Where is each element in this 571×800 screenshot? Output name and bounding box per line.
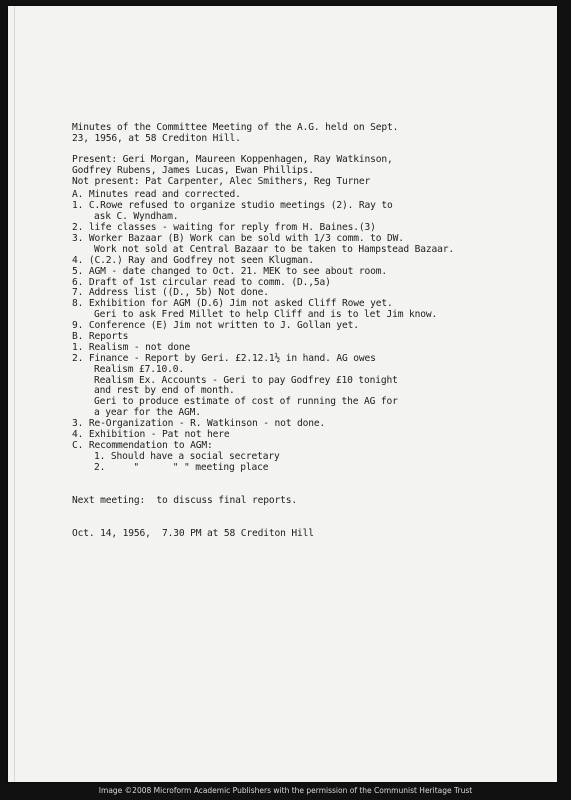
agenda-item-line: 4. Exhibition - Pat not here	[72, 429, 230, 441]
agenda-item-line: 1. Realism - not done	[72, 341, 191, 353]
agenda-item-line: 5. AGM - date changed to Oct. 21. MEK to see about room.	[72, 265, 388, 277]
agenda-item-line: Realism Ex. Accounts - Geri to pay Godfrey £10 tonight	[94, 374, 398, 386]
agenda-item-line: and rest by end of month.	[94, 385, 235, 397]
agenda-item-line: 1. Should have a social secretary	[94, 450, 280, 462]
agenda-item-line: C. Recommendation to AGM:	[72, 439, 213, 451]
agenda-item-line: A. Minutes read and corrected.	[72, 189, 241, 201]
agenda-item-line: 7. Address list ((D., 5b) Not done.	[72, 287, 269, 299]
agenda-item-line: Work not sold at Central Bazaar to be taken to Hampstead Bazaar.	[94, 243, 455, 255]
agenda-item-line: a year for the AGM.	[94, 407, 201, 419]
agenda-item-line: Geri to produce estimate of cost of running the AG for	[94, 396, 398, 408]
agenda-item-line: 3. Re-Organization - R. Watkinson - not done.	[72, 418, 326, 430]
next-meeting-date: Oct. 14, 1956, 7.30 PM at 58 Crediton Hill	[72, 527, 314, 539]
minutes-text	[72, 123, 542, 539]
not-present-line: Not present: Pat Carpenter, Alec Smithers, Reg Turner	[72, 175, 371, 187]
agenda-item-line: 6. Draft of 1st circular read to comm. (D.,5a)	[72, 276, 331, 288]
agenda-item-line: 2. life classes - waiting for reply from H. Baines.(3)	[72, 222, 376, 234]
heading-line-1: Minutes of the Committee Meeting of the A.G. held on Sept.	[72, 122, 399, 133]
agenda-items	[72, 190, 542, 473]
agenda-item-line: 9. Conference (E) Jim not written to J. Gollan yet.	[72, 320, 359, 332]
page-edge	[14, 6, 15, 782]
agenda-item-line: 1. C.Rowe refused to organize studio meetings (2). Ray to	[72, 200, 393, 212]
agenda-item-line: ask C. Wyndham.	[94, 211, 179, 223]
heading-line-2: 23, 1956, at 58 Crediton Hill.	[72, 132, 241, 144]
agenda-item-line: B. Reports	[72, 331, 129, 343]
agenda-item-line: 8. Exhibition for AGM (D.6) Jim not asked Cliff Rowe yet.	[72, 298, 393, 310]
agenda-item-line: Realism £7.10.0.	[94, 363, 185, 375]
agenda-item-line: 4. (C.2.) Ray and Godfrey not seen Klugman.	[72, 254, 314, 266]
agenda-item-line: Geri to ask Fred Millet to help Cliff and is to let Jim know.	[94, 309, 438, 321]
present-line-2: Godfrey Rubens, James Lucas, Ewan Phillips.	[72, 164, 314, 176]
agenda-item-line: 2. Finance - Report by Geri. £2.12.1½ in hand. AG owes	[72, 352, 376, 364]
agenda-item-line: 3. Worker Bazaar (B) Work can be sold with 1/3 comm. to DW.	[72, 233, 404, 245]
agenda-item-line: 2. " " " meeting place	[94, 461, 269, 473]
next-meeting-line: Next meeting: to discuss final reports.	[72, 494, 298, 506]
present-line-1: Present: Geri Morgan, Maureen Koppenhagen, Ray Watkinson,	[72, 153, 393, 165]
image-credit: Image ©2008 Microform Academic Publishers with the permission of the Communist Heritage Trust	[98, 786, 473, 795]
